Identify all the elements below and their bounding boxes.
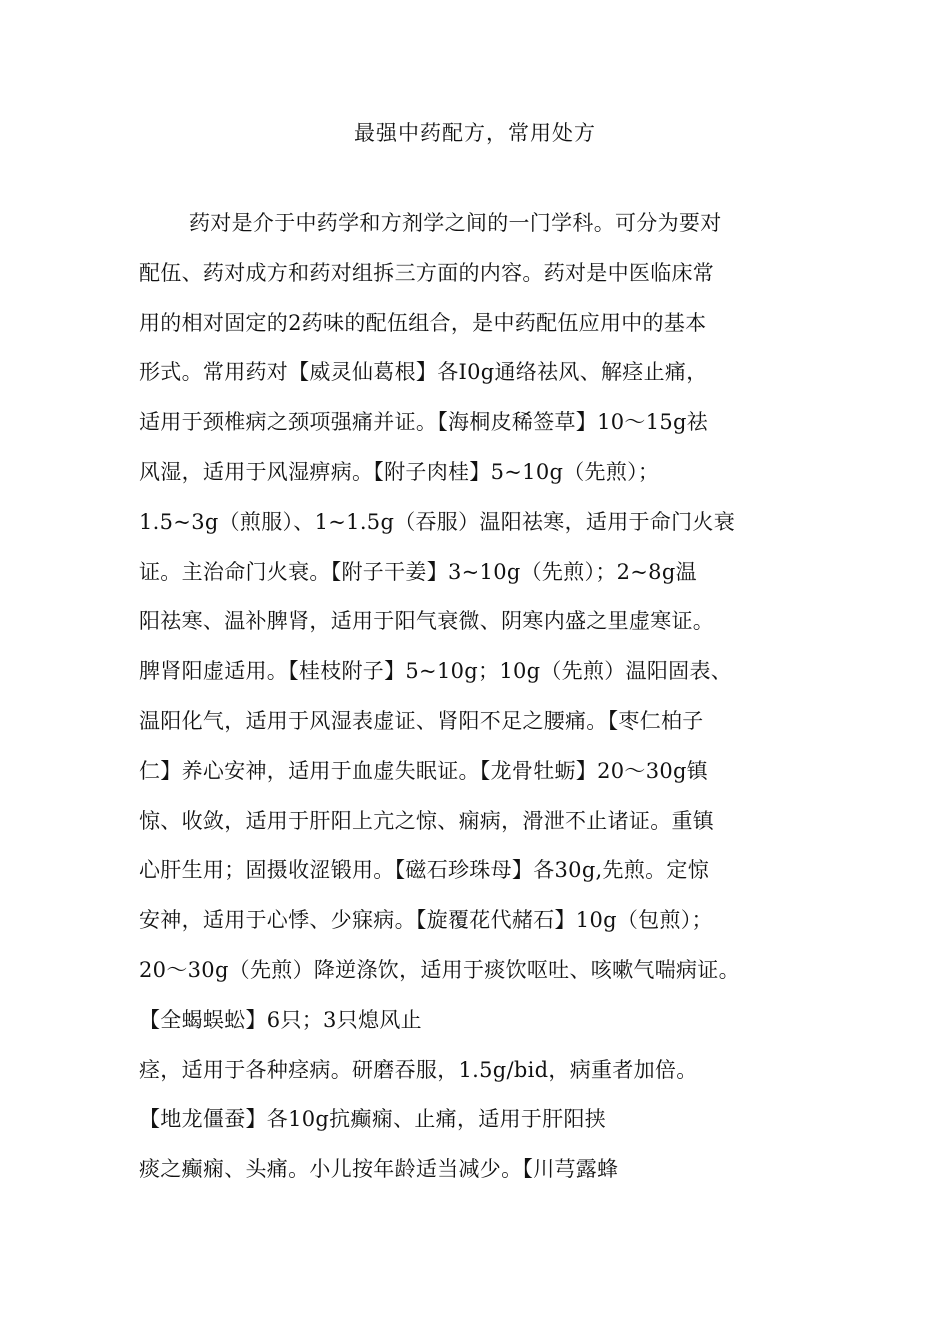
paragraph-line: 用的相对固定的2药味的配伍组合，是中药配伍应用中的基本 [139, 310, 707, 335]
document-title: 最强中药配方，常用处方 [354, 121, 596, 145]
paragraph-line: 痰之癫痫、头痛。小儿按年龄适当减少。【川芎露蜂 [139, 1157, 619, 1182]
paragraph-line: 安神，适用于心悸、少寐病。【旋覆花代赭石】10g（包煎）； [139, 908, 713, 933]
paragraph-line: 温阳化气，适用于风湿表虚证、肾阳不足之腰痛。【枣仁柏子 [139, 708, 704, 733]
paragraph-line: 【地龙僵蚕】各10g抗癫痫、止痛，适用于肝阳挟 [139, 1107, 607, 1132]
paragraph-line: 20〜30g（先煎）降逆涤饮，适用于痰饮呕吐、咳嗽气喘病证。 [139, 957, 740, 982]
document-body [139, 206, 819, 1202]
paragraph-line: 证。主治命门火衰。【附子干姜】3~10g（先煎）；2~8g温 [139, 559, 697, 584]
paragraph-line: 仁】养心安神，适用于血虚失眠证。【龙骨牡蛎】20〜30g镇 [139, 758, 709, 783]
paragraph-line: 痉，适用于各种痉病。研磨吞服，1.5g/bid，病重者加倍。 [139, 1057, 698, 1082]
paragraph-line: 1.5~3g（煎服）、1~1.5g（吞服）温阳祛寒，适用于命门火衰 [139, 509, 735, 534]
paragraph-line: 形式。常用药对【威灵仙葛根】各I0g通络祛风、解痉止痛， [139, 360, 708, 385]
paragraph-line: 风湿，适用于风湿痹病。【附子肉桂】5~10g（先煎）； [139, 459, 660, 484]
paragraph-line: 配伍、药对成方和药对组拆三方面的内容。药对是中医临床常 [139, 260, 715, 285]
paragraph-line: 脾肾阳虚适用。【桂枝附子】5~10g；10g（先煎）温阳固表、 [139, 659, 733, 684]
paragraph-line: 心肝生用；固摄收涩锻用。【磁石珍珠母】各30g,先煎。定惊 [139, 858, 710, 883]
paragraph-line: 药对是介于中药学和方剂学之间的一门学科。可分为要对 [189, 211, 722, 235]
paragraph-line: 阳祛寒、温补脾肾，适用于阳气衰微、阴寒内盛之里虚寒证。 [139, 609, 715, 634]
paragraph-line: 适用于颈椎病之颈项强痛并证。【海桐皮稀签草】10〜15g祛 [139, 410, 709, 435]
paragraph-line: 惊、收敛，适用于肝阳上亢之惊、痫病，滑泄不止诸证。重镇 [139, 808, 715, 833]
paragraph-line: 【全蝎蜈蚣】6只；3只熄风止 [139, 1007, 422, 1032]
